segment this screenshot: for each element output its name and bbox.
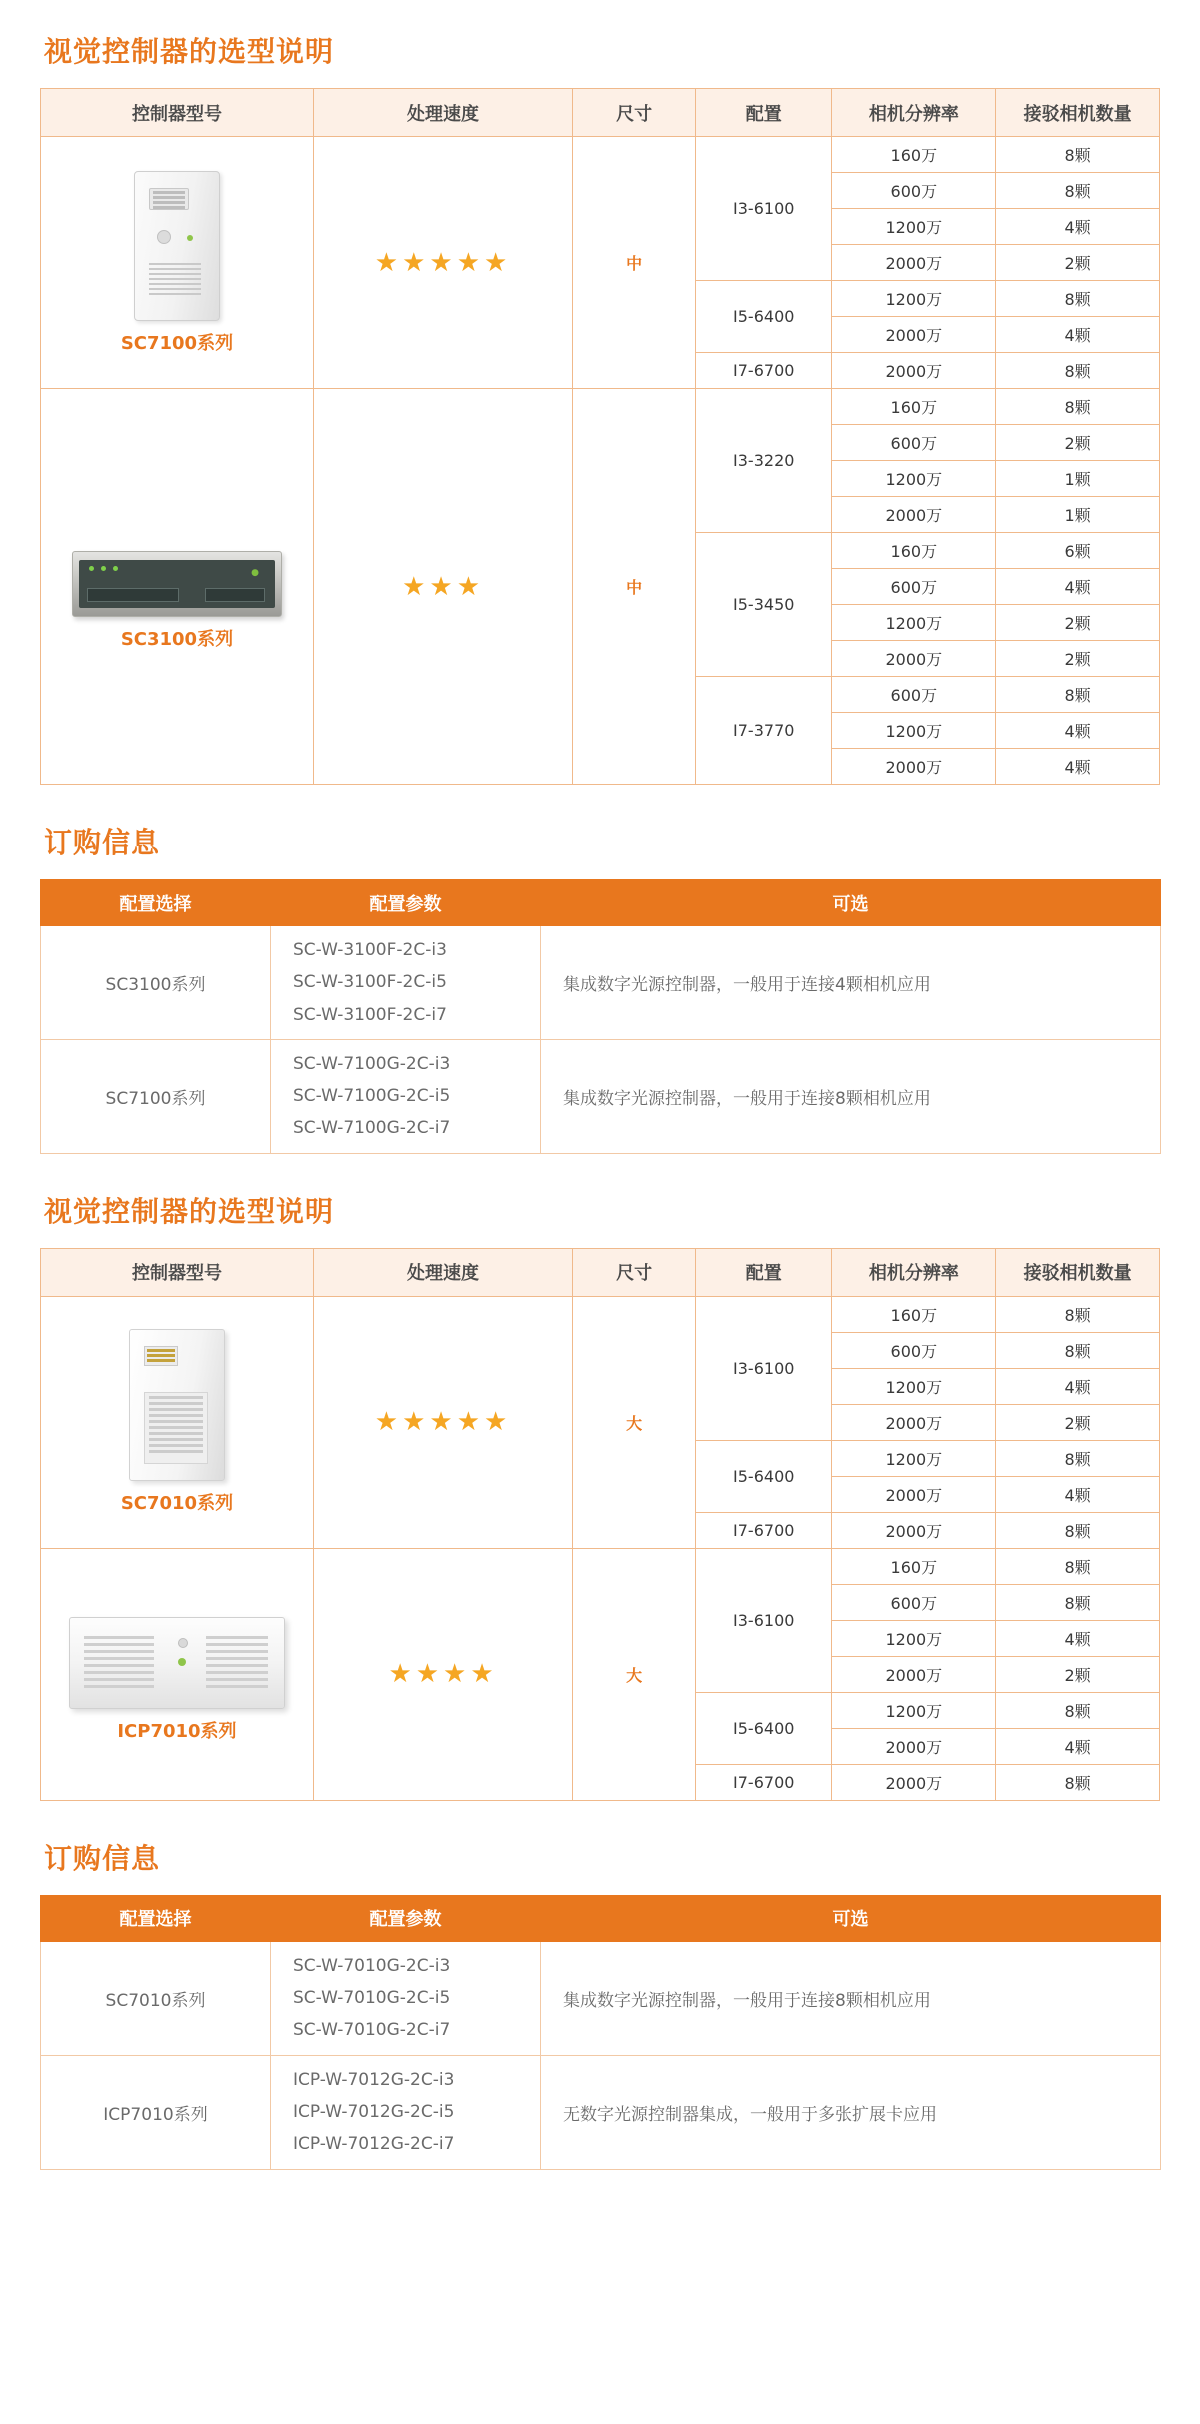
option-cell: 集成数字光源控制器，一般用于连接8颗相机应用 [541,1941,1161,2055]
resolution-cell: 160万 [832,137,996,173]
table-row [41,1039,1161,1153]
config-cell: I3-6100 [696,1296,832,1440]
resolution-cell: 2000万 [832,749,996,785]
series-cell: SC7100系列 [41,1039,271,1153]
param-line: SC-W-3100F-2C-i5 [293,972,447,993]
th-speed: 处理速度 [313,1248,572,1296]
resolution-cell: 2000万 [832,1404,996,1440]
device-image-tower2 [129,1329,225,1481]
series-cell: SC3100系列 [41,926,271,1040]
param-line: SC-W-7100G-2C-i3 [293,1053,451,1074]
camera-count-cell: 4颗 [996,749,1160,785]
param-line: SC-W-7010G-2C-i3 [293,1955,451,1976]
table-row [41,137,1160,173]
camera-count-cell: 8颗 [996,1332,1160,1368]
vent-icon [144,1392,208,1464]
device-image-tower [134,171,220,321]
th-speed: 处理速度 [313,89,572,137]
table-header-row [41,1895,1161,1941]
th-resolution: 相机分辨率 [832,89,996,137]
table-header-row [41,1248,1160,1296]
vent-icon [149,260,201,304]
table-row [41,389,1160,425]
resolution-cell: 600万 [832,569,996,605]
param-line: ICP-W-7012G-2C-i5 [293,2101,455,2122]
model-cell-sc7100 [41,137,314,389]
size-cell: 中 [573,137,696,389]
config-cell: I7-6700 [696,1764,832,1800]
series-cell: SC7010系列 [41,1941,271,2055]
brand-logo: ● [251,567,259,578]
th-optional: 可选 [541,880,1161,926]
config-cell: I5-6400 [696,1692,832,1764]
ordering-title-1: 订购信息 [44,826,161,859]
camera-count-cell: 1颗 [996,461,1160,497]
camera-count-cell: 4颗 [996,1368,1160,1404]
th-resolution: 相机分辨率 [832,1248,996,1296]
param-line: ICP-W-7012G-2C-i3 [293,2069,455,2090]
config-cell: I3-6100 [696,137,832,281]
camera-count-cell: 8颗 [996,1548,1160,1584]
selection-table-1 [40,88,1160,785]
resolution-cell: 1200万 [832,209,996,245]
param-line: SC-W-7010G-2C-i5 [293,1988,451,2009]
camera-count-cell: 8颗 [996,173,1160,209]
ordering-title-2: 订购信息 [44,1841,161,1875]
resolution-cell: 2000万 [832,1476,996,1512]
table-header-row [41,880,1161,926]
params-cell [271,1941,541,2055]
config-cell: I3-3220 [696,389,832,533]
option-cell: 无数字光源控制器集成，一般用于多张扩展卡应用 [541,2055,1161,2169]
speed-cell [313,137,572,389]
port-group-icon [205,588,265,602]
ordering-table-1 [40,879,1161,1154]
camera-count-cell: 2颗 [996,245,1160,281]
config-cell: I7-3770 [696,677,832,785]
led-icon [178,1658,186,1666]
model-name: ICP7010系列 [117,1721,237,1743]
resolution-cell: 2000万 [832,497,996,533]
resolution-cell: 2000万 [832,1728,996,1764]
resolution-cell: 2000万 [832,245,996,281]
camera-count-cell: 8颗 [996,137,1160,173]
port-group-icon [87,588,179,602]
th-model: 控制器型号 [41,1248,314,1296]
th-config: 配置 [696,1248,832,1296]
resolution-cell: 600万 [832,677,996,713]
config-cell: I5-6400 [696,281,832,353]
resolution-cell: 160万 [832,389,996,425]
model-name: SC7100系列 [120,332,234,354]
star-rating-icon: ★★★★★ [374,1407,512,1438]
camera-count-cell: 8颗 [996,1764,1160,1800]
front-panel-icon [79,560,275,608]
camera-count-cell: 4颗 [996,317,1160,353]
table-row [41,2055,1161,2169]
table-row [41,926,1161,1040]
params-cell [271,2055,541,2169]
camera-count-cell: 4颗 [996,1476,1160,1512]
knob-icon [157,230,171,244]
param-line: SC-W-3100F-2C-i3 [293,940,447,960]
vent-icon [84,1632,154,1692]
table-row [41,1548,1160,1584]
resolution-cell: 2000万 [832,1764,996,1800]
th-config: 配置 [696,89,832,137]
camera-count-cell: 8颗 [996,677,1160,713]
camera-count-cell: 8颗 [996,1512,1160,1548]
resolution-cell: 600万 [832,1332,996,1368]
resolution-cell: 1200万 [832,281,996,317]
camera-count-cell: 4颗 [996,569,1160,605]
resolution-cell: 160万 [832,1296,996,1332]
th-config-params: 配置参数 [271,1895,541,1941]
model-cell-icp7010 [41,1548,314,1800]
camera-count-cell: 4颗 [996,1728,1160,1764]
config-cell: I3-6100 [696,1548,832,1692]
camera-count-cell: 4颗 [996,1620,1160,1656]
model-name: SC7010系列 [120,1493,234,1515]
camera-count-cell: 4颗 [996,209,1160,245]
selection-table-2 [40,1248,1160,1801]
resolution-cell: 1200万 [832,1692,996,1728]
resolution-cell: 2000万 [832,317,996,353]
model-cell-sc7010 [41,1296,314,1548]
size-cell: 大 [573,1548,696,1800]
param-line: SC-W-7100G-2C-i5 [293,1086,451,1107]
camera-count-cell: 8颗 [996,1296,1160,1332]
camera-count-cell: 8颗 [996,389,1160,425]
config-cell: I7-6700 [696,1512,832,1548]
section-title-2: 视觉控制器的选型说明 [44,1194,335,1228]
config-cell: I5-3450 [696,533,832,677]
camera-count-cell: 1颗 [996,497,1160,533]
camera-count-cell: 8颗 [996,1584,1160,1620]
param-line: SC-W-7100G-2C-i7 [293,1118,451,1139]
th-camera-count: 接驳相机数量 [996,89,1160,137]
resolution-cell: 600万 [832,1584,996,1620]
config-cell: I7-6700 [696,353,832,389]
th-size: 尺寸 [573,89,696,137]
resolution-cell: 1200万 [832,713,996,749]
star-rating-icon: ★★★★ [388,1659,498,1690]
th-config-choice: 配置选择 [41,880,271,926]
config-cell: I5-6400 [696,1440,832,1512]
document-page [0,30,1200,2170]
option-cell: 集成数字光源控制器，一般用于连接4颗相机应用 [541,926,1161,1040]
vent-icon [206,1632,268,1692]
speed-cell [313,1548,572,1800]
resolution-cell: 600万 [832,425,996,461]
param-line: SC-W-3100F-2C-i7 [293,1004,447,1025]
device-image-rack [72,551,282,617]
star-rating-icon: ★★★★★ [374,247,512,278]
table-row [41,1296,1160,1332]
option-cell: 集成数字光源控制器，一般用于连接8颗相机应用 [541,1039,1161,1153]
params-cell [271,1039,541,1153]
camera-count-cell: 8颗 [996,281,1160,317]
resolution-cell: 1200万 [832,1620,996,1656]
th-size: 尺寸 [573,1248,696,1296]
speed-cell [313,389,572,785]
params-cell [271,926,541,1040]
resolution-cell: 1200万 [832,461,996,497]
camera-count-cell: 2颗 [996,425,1160,461]
camera-count-cell: 4颗 [996,713,1160,749]
panel-icon [149,188,189,210]
resolution-cell: 2000万 [832,641,996,677]
th-model: 控制器型号 [41,89,314,137]
table-row [41,1941,1161,2055]
model-cell-sc3100 [41,389,314,785]
camera-count-cell: 8颗 [996,353,1160,389]
camera-count-cell: 2颗 [996,1656,1160,1692]
resolution-cell: 1200万 [832,605,996,641]
led-icon [187,235,193,241]
section-title-1: 视觉控制器的选型说明 [44,35,335,68]
resolution-cell: 1200万 [832,1368,996,1404]
resolution-cell: 600万 [832,173,996,209]
ordering-table-2 [40,1895,1161,2170]
camera-count-cell: 8颗 [996,1692,1160,1728]
device-image-chassis [69,1617,285,1709]
param-line: ICP-W-7012G-2C-i7 [293,2134,455,2155]
table-header-row [41,89,1160,137]
param-line: SC-W-7010G-2C-i7 [293,2020,451,2041]
size-cell: 大 [573,1296,696,1548]
camera-count-cell: 8颗 [996,1440,1160,1476]
camera-count-cell: 2颗 [996,641,1160,677]
resolution-cell: 2000万 [832,353,996,389]
camera-count-cell: 6颗 [996,533,1160,569]
knob-icon [178,1638,188,1648]
resolution-cell: 160万 [832,1548,996,1584]
series-cell: ICP7010系列 [41,2055,271,2169]
speed-cell [313,1296,572,1548]
resolution-cell: 1200万 [832,1440,996,1476]
th-optional: 可选 [541,1895,1161,1941]
th-config-choice: 配置选择 [41,1895,271,1941]
resolution-cell: 2000万 [832,1512,996,1548]
star-rating-icon: ★★★ [402,571,485,602]
camera-count-cell: 2颗 [996,605,1160,641]
size-cell: 中 [573,389,696,785]
keypad-icon [144,1346,178,1366]
th-camera-count: 接驳相机数量 [996,1248,1160,1296]
resolution-cell: 160万 [832,533,996,569]
th-config-params: 配置参数 [271,880,541,926]
model-name: SC3100系列 [120,628,234,650]
resolution-cell: 2000万 [832,1656,996,1692]
camera-count-cell: 2颗 [996,1404,1160,1440]
